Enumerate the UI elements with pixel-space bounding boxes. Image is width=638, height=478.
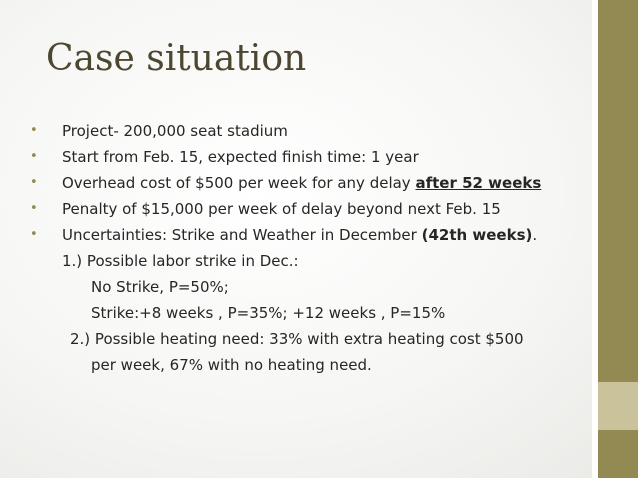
bullet-emphasis: after 52 weeks <box>415 174 542 192</box>
bullet-item <box>30 170 590 196</box>
strike-heading: 1.) Possible labor strike in Dec.: <box>62 252 299 270</box>
bullet-emphasis: (42th weeks) <box>421 226 533 244</box>
sub-item <box>30 326 590 352</box>
bullet-dot-icon: • <box>30 201 38 216</box>
no-strike-option: No Strike, P=50%; <box>91 278 229 296</box>
bullet-dot-icon: • <box>30 227 38 242</box>
sub-item <box>30 300 590 326</box>
bullet-dot-icon: • <box>30 123 38 138</box>
bullet-list <box>30 118 590 378</box>
bullet-text-suffix: . <box>532 226 538 244</box>
bullet-item <box>30 222 590 248</box>
sub-item <box>30 352 590 378</box>
bullet-text <box>62 170 541 196</box>
sub-item <box>30 274 590 300</box>
heating-detail: per week, 67% with no heating need. <box>91 356 372 374</box>
bullet-text-prefix: Overhead cost of $500 per week for any delay <box>62 174 416 192</box>
bullet-item <box>30 118 590 144</box>
bullet-text <box>62 222 537 248</box>
bullet-item <box>30 196 590 222</box>
bullet-item <box>30 144 590 170</box>
bullet-text-prefix: Uncertainties: Strike and Weather in December <box>62 226 422 244</box>
strike-options: Strike:+8 weeks , P=35%; +12 weeks , P=15% <box>91 304 446 322</box>
sub-item <box>30 248 590 274</box>
bullet-dot-icon: • <box>30 175 38 190</box>
bullet-text: Start from Feb. 15, expected finish time: 1 year <box>62 148 419 166</box>
bullet-text: Penalty of $15,000 per week of delay beyond next Feb. 15 <box>62 200 501 218</box>
bullet-dot-icon: • <box>30 149 38 164</box>
side-accent-block <box>598 382 638 430</box>
heating-heading: 2.) Possible heating need: 33% with extra heating cost $500 <box>70 330 524 348</box>
slide-title: Case situation <box>46 38 307 79</box>
bullet-text: Project- 200,000 seat stadium <box>62 122 288 140</box>
